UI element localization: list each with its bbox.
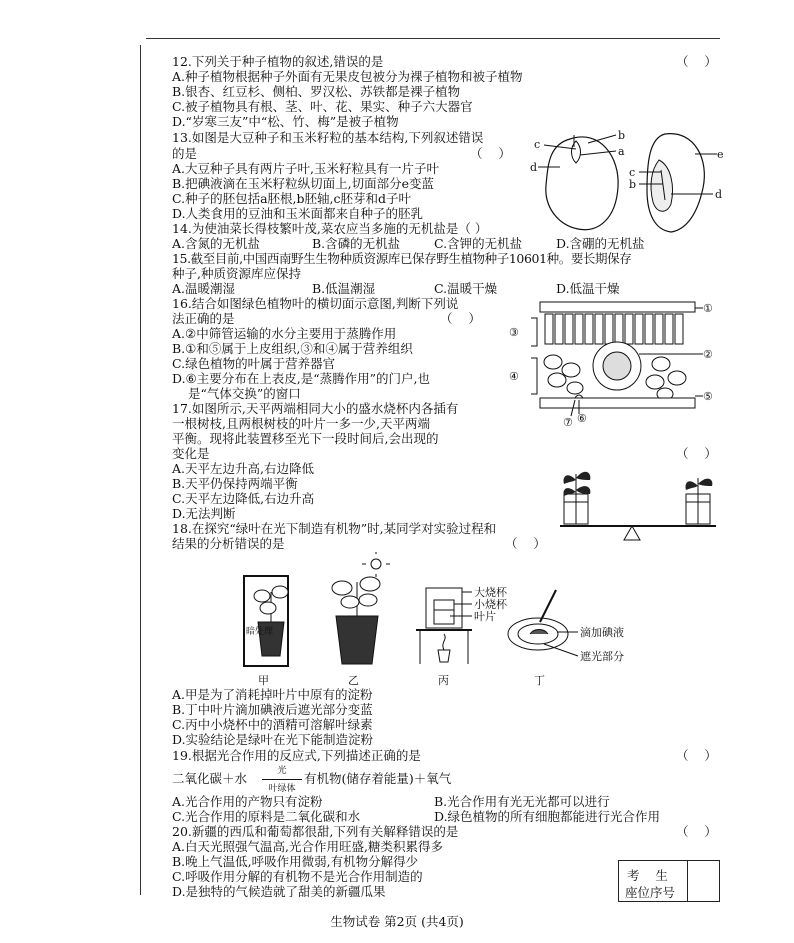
balance-figure: [556, 460, 726, 545]
corn-label-d: d: [715, 188, 723, 201]
panel-yi-label: 乙: [348, 674, 359, 687]
q14-option-c: C.含钾的无机盐: [434, 236, 523, 251]
shade-label: 遮光部分: [580, 650, 624, 663]
q13-option-b: B.把碘液滴在玉米籽粒纵切面上,切面部分e变蓝: [172, 176, 435, 191]
q20-option-c: C.呼吸作用分解的有机物不是光合作用制造的: [172, 869, 423, 884]
q17-option-b: B.天平仍保持两端平衡: [172, 476, 298, 491]
q15-option-b: B.低温潮湿: [312, 281, 376, 296]
q15-option-c: C.温暖干燥: [434, 281, 498, 296]
q17-stem-line4: 变化是: [172, 446, 210, 461]
page-footer: 生物试卷 第2页 (共4页): [330, 914, 464, 929]
leaf-label-2: ②: [703, 348, 713, 361]
q13-stem-line1: 13.如图是大豆种子和玉米籽粒的基本结构,下列叙述错误: [172, 130, 484, 145]
q16-option-b: B.①和⑤属于上皮组织,③和④属于营养组织: [172, 341, 413, 356]
q13-option-c: C.种子的胚包括a胚根,b胚轴,c胚芽和d子叶: [172, 191, 411, 206]
q17-answer-paren: （ ）: [676, 446, 717, 461]
q19-option-a: A.光合作用的产物只有淀粉: [172, 794, 323, 809]
q19-option-b: B.光合作用有光无光都可以进行: [434, 794, 610, 809]
leaf-label: 叶片: [474, 610, 496, 623]
q13-stem-line2: 的是: [172, 146, 198, 161]
q20-option-a: A.白天光照强气温高,光合作用旺盛,糖类积累得多: [172, 839, 443, 854]
corn-label-c: c: [629, 166, 636, 179]
photosynthesis-experiment-figure: [238, 552, 638, 687]
seat-label-line1: 考 生: [627, 868, 668, 883]
q16-option-d-line2: 是“气体交换”的窗口: [188, 386, 301, 401]
leaf-label-4: ④: [509, 370, 519, 383]
big-beaker-label: 大烧杯: [474, 586, 507, 599]
leaf-label-6: ⑥: [577, 412, 587, 425]
q12-option-a: A.种子植物根据种子外面有无果皮包被分为裸子植物和被子植物: [172, 69, 523, 84]
leaf-label-7: ⑦: [563, 416, 573, 428]
q14-stem: 14.为使油菜长得枝繁叶茂,菜农应当多施的无机盐是（ ）: [172, 221, 488, 236]
corn-label-b: b: [629, 178, 637, 191]
seat-number-label-cell: [619, 861, 688, 901]
q13-answer-paren: （ ）: [470, 146, 511, 161]
q12-option-d: D.“岁寒三友”中“松、竹、梅”是被子植物: [172, 114, 399, 129]
panel-bing-label: 丙: [438, 674, 449, 687]
dark-treatment-label: 暗处理: [246, 627, 274, 637]
leaf-label-1: ①: [703, 302, 713, 315]
q20-answer-paren: （ ）: [676, 824, 717, 839]
q12-answer-paren: （ ）: [676, 54, 717, 69]
seat-label-line2: 座位序号: [625, 885, 676, 900]
q16-option-a: A.②中筛管运输的水分主要用于蒸腾作用: [172, 326, 397, 341]
panel-jia-label: 甲: [258, 674, 269, 687]
q19-answer-paren: （ ）: [676, 748, 717, 763]
q16-answer-paren: （ ）: [440, 311, 481, 326]
left-margin-rule: [140, 45, 141, 895]
q20-option-b: B.晚上气温低,呼吸作用微弱,有机物分解得少: [172, 854, 419, 869]
q13-option-a: A.大豆种子具有两片子叶,玉米籽粒具有一片子叶: [172, 161, 439, 176]
q18-option-a: A.甲是为了消耗掉叶片中原有的淀粉: [172, 687, 373, 702]
panel-ding-label: 丁: [534, 674, 545, 687]
soy-label-d: d: [530, 161, 538, 174]
soy-label-c: c: [534, 138, 541, 151]
leaf-cross-section-figure: [505, 298, 720, 428]
q15-option-d: D.低温干燥: [556, 281, 620, 296]
q18-stem-line1: 18.在探究“绿叶在光下制造有机物”时,某同学对实验过程和: [172, 521, 497, 536]
seat-number-box: [618, 860, 720, 902]
q17-option-c: C.天平左边降低,右边升高: [172, 491, 315, 506]
q19-equation-arrow: [262, 779, 302, 780]
q18-option-c: C.丙中小烧杯中的酒精可溶解叶绿素: [172, 717, 373, 732]
corn-kernel-figure: [625, 130, 725, 240]
q15-stem-line1: 15.截至目前,中国西南野生生物种质资源库已保存野生植物种子10601种。要长期保存: [172, 251, 632, 266]
q17-stem-line3: 平衡。现将此装置移至光下一段时间后,会出现的: [172, 431, 439, 446]
q13-option-d: D.人类食用的豆油和玉米面都来自种子的胚乳: [172, 206, 424, 221]
soy-label-a: a: [618, 145, 625, 158]
q20-option-d: D.是独特的气候造就了甜美的新疆瓜果: [172, 884, 386, 899]
q20-stem: 20.新疆的西瓜和葡萄都很甜,下列有关解释错误的是: [172, 824, 459, 839]
q19-equation-left: 二氧化碳＋水: [172, 771, 248, 786]
iodine-label: 滴加碘液: [580, 626, 624, 639]
soybean-seed-figure: [530, 127, 630, 237]
q12-option-b: B.银杏、红豆杉、侧柏、罗汉松、苏铁都是裸子植物: [172, 84, 461, 99]
q19-option-c: C.光合作用的原料是二氧化碳和水: [172, 809, 361, 824]
q16-option-c: C.绿色植物的叶属于营养器官: [172, 356, 336, 371]
q12-option-c: C.被子植物具有根、茎、叶、花、果实、种子六大器官: [172, 99, 473, 114]
top-rule: [146, 38, 720, 39]
q17-stem-line2: 一根树枝,且两根树枝的叶片一多一少,天平两端: [172, 416, 430, 431]
q16-stem-line2: 法正确的是: [172, 311, 235, 326]
q19-equation-right: 有机物(储存着能量)＋氧气: [304, 771, 452, 786]
q17-stem-line1: 17.如图所示,天平两端相同大小的盛水烧杯内各插有: [172, 401, 459, 416]
q18-option-d: D.实验结论是绿叶在光下能制造淀粉: [172, 732, 374, 747]
q19-equation-condition-bottom: 叶绿体: [268, 784, 296, 794]
small-beaker-label: 小烧杯: [474, 598, 507, 611]
q17-option-d: D.无法判断: [172, 506, 236, 521]
q19-equation-condition-top: 光: [277, 766, 287, 776]
corn-label-e: e: [717, 148, 724, 161]
q14-option-d: D.含硼的无机盐: [556, 236, 645, 251]
q18-stem-line2: 结果的分析错误的是: [172, 536, 285, 551]
q19-stem: 19.根据光合作用的反应式,下列描述正确的是: [172, 748, 421, 763]
q15-stem-line2: 种子,种质资源库应保持: [172, 266, 301, 281]
q15-option-a: A.温暖潮湿: [172, 281, 236, 296]
q14-option-b: B.含磷的无机盐: [312, 236, 401, 251]
q12-stem: 12.下列关于种子植物的叙述,错误的是: [172, 54, 384, 69]
soy-label-b: b: [618, 129, 626, 142]
leaf-label-5: ⑤: [703, 390, 713, 403]
q19-option-d: D.绿色植物的所有细胞都能进行光合作用: [434, 809, 661, 824]
q18-answer-paren: （ ）: [505, 536, 546, 551]
q18-option-b: B.丁中叶片滴加碘液后遮光部分变蓝: [172, 702, 373, 717]
leaf-label-3: ③: [509, 326, 519, 339]
q16-stem-line1: 16.结合如图绿色植物叶的横切面示意图,判断下列说: [172, 296, 459, 311]
q16-option-d-line1: D.⑥主要分布在上表皮,是“蒸腾作用”的门户,也: [172, 371, 430, 386]
q17-option-a: A.天平左边升高,右边降低: [172, 461, 314, 476]
q14-option-a: A.含氮的无机盐: [172, 236, 261, 251]
